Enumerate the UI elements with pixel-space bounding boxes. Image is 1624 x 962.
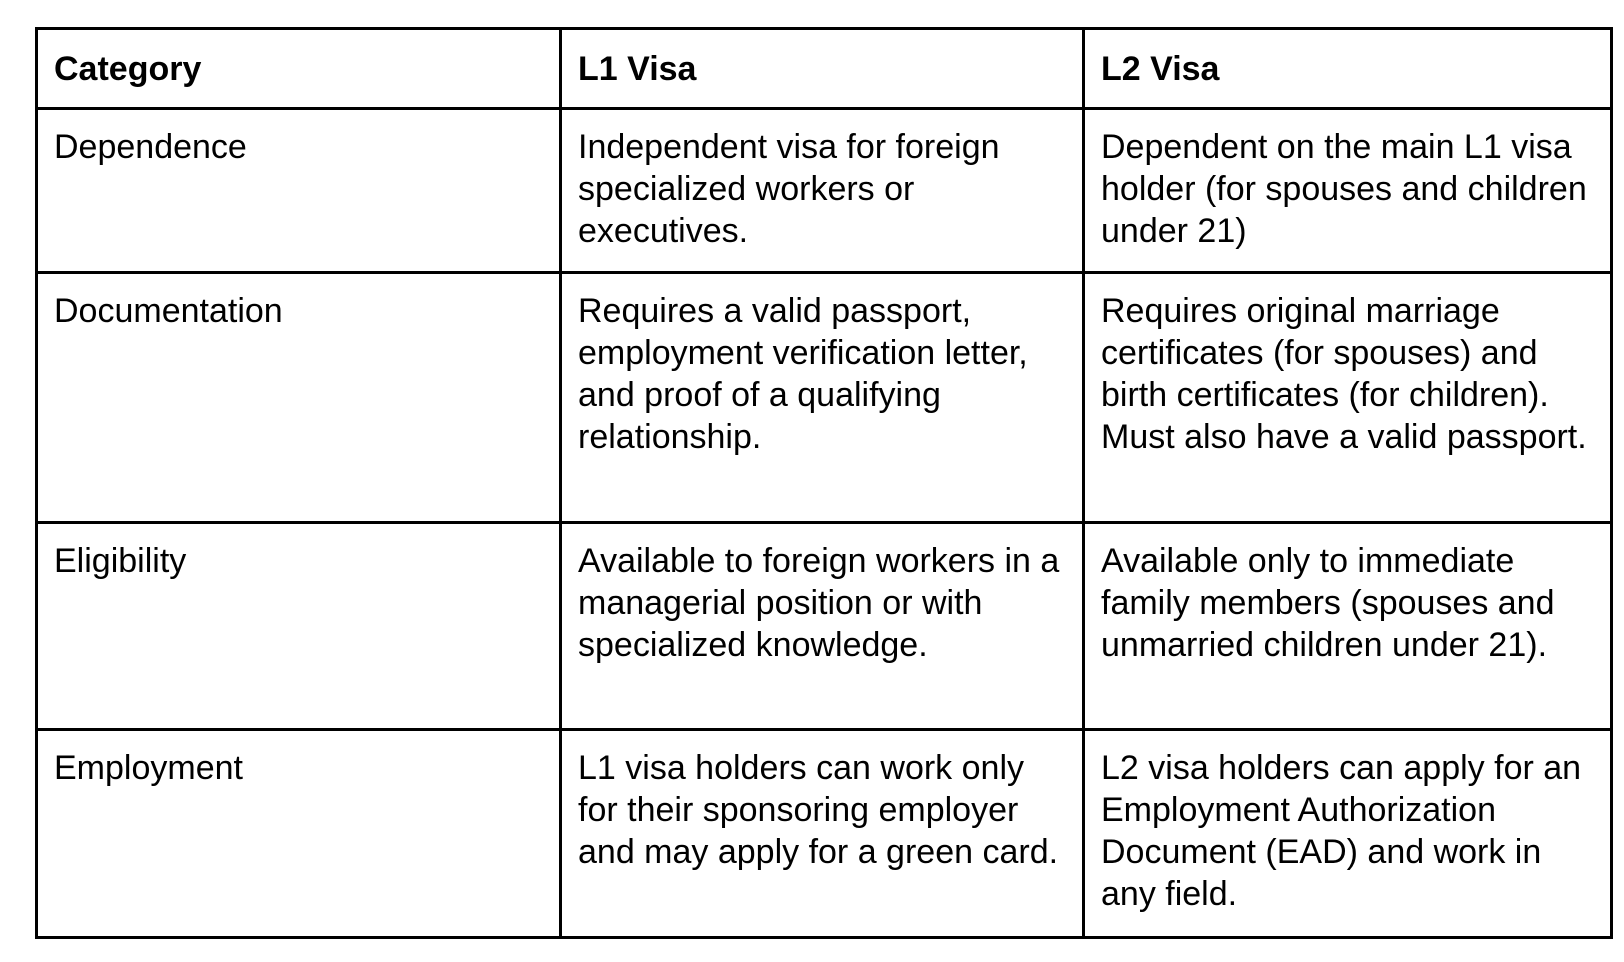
cell-category: Documentation bbox=[37, 273, 561, 523]
table-header bbox=[37, 29, 1612, 109]
header-category: Category bbox=[37, 29, 561, 109]
header-l1-visa: L1 Visa bbox=[561, 29, 1084, 109]
header-row bbox=[37, 29, 1612, 109]
table-row-employment bbox=[37, 730, 1612, 938]
cell-l1-visa: Available to foreign workers in a managerial position or with specialized knowledge. bbox=[561, 523, 1084, 730]
cell-category: Dependence bbox=[37, 109, 561, 273]
cell-l1-visa: L1 visa holders can work only for their sponsoring employer and may apply for a green card. bbox=[561, 730, 1084, 938]
table-row-documentation bbox=[37, 273, 1612, 523]
cell-category: Employment bbox=[37, 730, 561, 938]
cell-l2-visa: Dependent on the main L1 visa holder (for spouses and children under 21) bbox=[1084, 109, 1612, 273]
visa-comparison-table bbox=[35, 27, 1613, 939]
table-body bbox=[37, 109, 1612, 938]
header-l2-visa: L2 Visa bbox=[1084, 29, 1612, 109]
cell-l1-visa: Requires a valid passport, employment verification letter, and proof of a qualifying relationship. bbox=[561, 273, 1084, 523]
table-row-dependence bbox=[37, 109, 1612, 273]
cell-l2-visa: Requires original marriage certificates (for spouses) and birth certificates (for children). Must also have a valid passport. bbox=[1084, 273, 1612, 523]
cell-l2-visa: L2 visa holders can apply for an Employment Authorization Document (EAD) and work in any field. bbox=[1084, 730, 1612, 938]
cell-category: Eligibility bbox=[37, 523, 561, 730]
table-row-eligibility bbox=[37, 523, 1612, 730]
cell-l1-visa: Independent visa for foreign specialized workers or executives. bbox=[561, 109, 1084, 273]
cell-l2-visa: Available only to immediate family members (spouses and unmarried children under 21). bbox=[1084, 523, 1612, 730]
